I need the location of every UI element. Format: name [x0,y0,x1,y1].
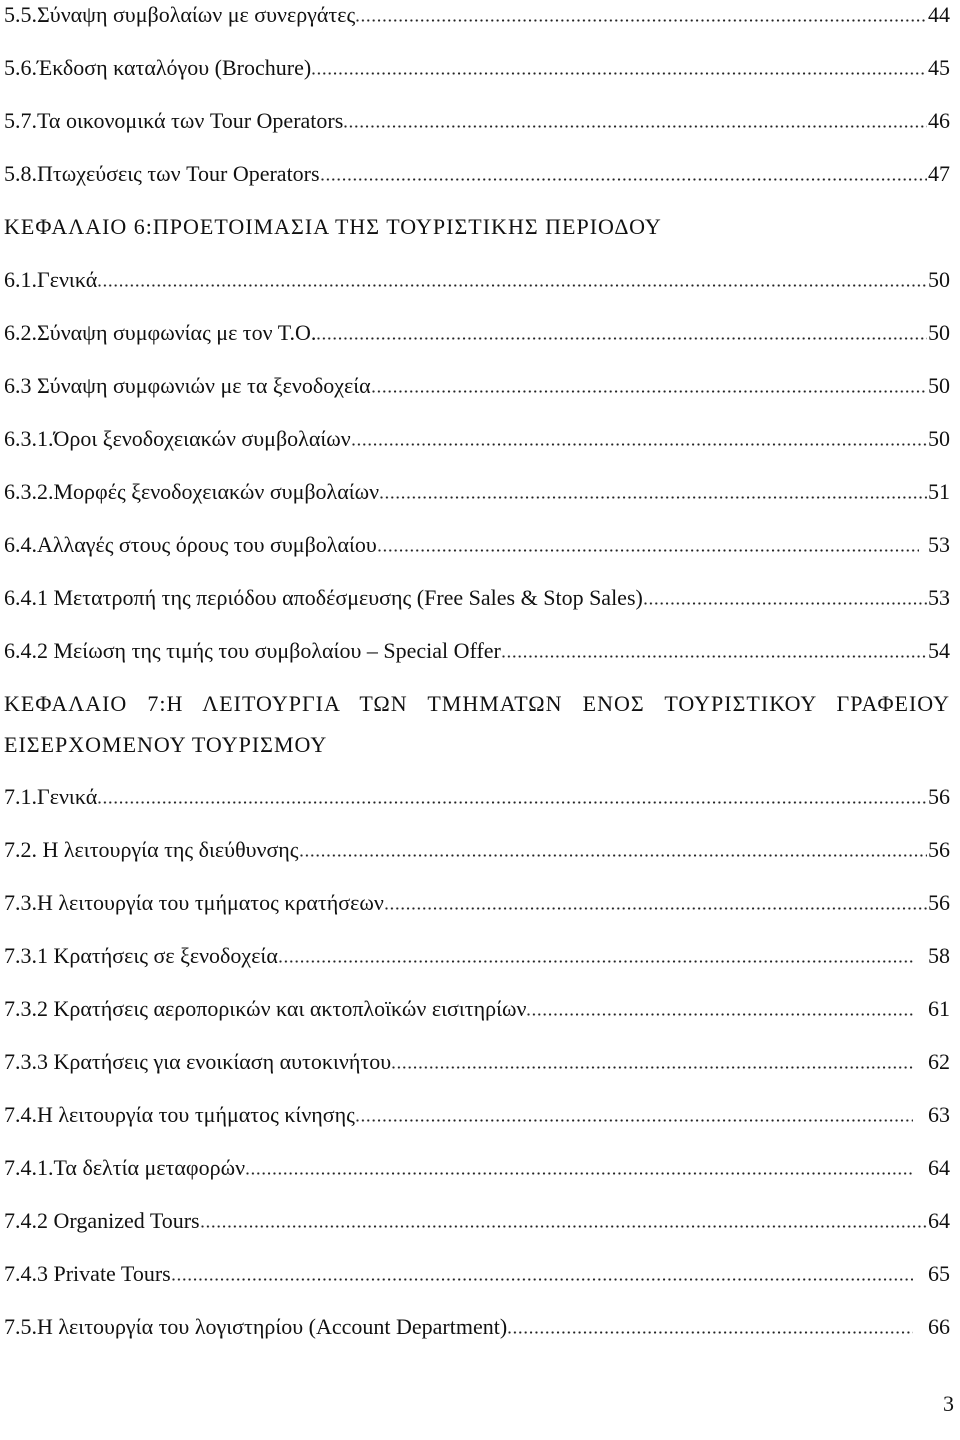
toc-entry-title: 7.1.Γενικά [4,784,98,809]
toc-entry-title: 6.2.Σύναψη συμφωνίας με τον Τ.Ο. [4,320,317,345]
dot-leader [98,801,927,804]
toc-entry-page: 61 [928,996,950,1021]
toc-entry [4,0,950,41]
toc-entry-page: 56 [928,890,950,915]
dot-leader [344,125,927,128]
dot-leader [508,1331,913,1334]
toc-entry-title: 7.4.1.Τα δελτία μεταφορών [4,1155,246,1180]
toc-entry [4,624,950,677]
toc-entry [4,1194,950,1247]
toc-entry-page: 51 [928,479,950,504]
toc-entry-page: 65 [928,1261,950,1286]
toc-entry-title: 6.3.2.Μορφές ξενοδοχειακών συμβολαίων [4,479,380,504]
toc-entry-page: 56 [928,784,950,809]
toc-entry-title: 5.5.Σύναψη συμβολαίων με συνεργάτες [4,2,356,27]
toc-entry [4,876,950,929]
chapter-heading: ΚΕΦΑΛΑΙΟ 6:ΠΡΟΕΤΟΙΜΑΣΙΑ ΤΗΣ ΤΟΥΡΙΣΤΙΚΗΣ ΠΕΡΙΟΔΟΥ [4,214,662,239]
toc-entry-page: 47 [928,161,950,186]
toc-entry-title: 7.3.1 Κρατήσεις σε ξενοδοχεία [4,943,278,968]
toc-entry-page: 53 [928,585,950,610]
toc-entry [4,359,950,412]
dot-leader [317,337,927,340]
toc-entry-page: 50 [928,320,950,345]
toc-entry-title: 6.4.2 Μείωση της τιμής του συμβολαίου – Special Offer [4,638,501,663]
toc-entry-title: 7.4.3 Private Tours [4,1261,171,1286]
toc-entry-title: 7.4.2 Organized Tours [4,1208,200,1233]
toc-entry [4,465,950,518]
toc-entry-page: 64 [928,1155,950,1180]
toc-entry [4,306,950,359]
dot-leader [356,19,927,22]
dot-leader [392,1066,913,1069]
toc-entry-page: 44 [928,2,950,27]
toc-entry-title: 7.3.3 Κρατήσεις για ενοικίαση αυτοκινήτου [4,1049,392,1074]
dot-leader [321,178,927,181]
dot-leader [502,655,927,658]
toc-entry [4,147,950,200]
toc-entry-page: 58 [928,943,950,968]
toc-entry [4,823,950,876]
dot-leader [385,907,927,910]
toc-entry [4,412,950,465]
toc-entry-page: 50 [928,267,950,292]
toc-entry-title: 5.8.Πτωχεύσεις των Tour Operators [4,161,320,186]
table-of-contents [4,0,950,1353]
toc-entry-page: 45 [928,55,950,80]
toc-entry [4,929,950,982]
toc-entry-title: 6.4.1 Μετατροπή της περιόδου αποδέσμευσης (Free Sales & Stop Sales) [4,585,643,610]
toc-entry-page: 53 [928,532,950,557]
toc-entry [4,1300,950,1353]
dot-leader [98,284,927,287]
toc-entry [4,41,950,94]
toc-entry-title: 7.5.Η λειτουργία του λογιστηρίου (Account Department) [4,1314,508,1339]
dot-leader [380,496,927,499]
dot-leader [372,390,927,393]
dot-leader [356,1119,913,1122]
dot-leader [300,854,927,857]
dot-leader [644,602,927,605]
toc-entry [4,1141,950,1194]
toc-entry-title: 6.3 Σύναψη συμφωνιών με τα ξενοδοχεία [4,373,371,398]
toc-entry-title: 6.1.Γενικά [4,267,98,292]
dot-leader [246,1172,913,1175]
toc-entry-title: 7.3.2 Κρατήσεις αεροπορικών και ακτοπλοϊκών εισιτηρίων [4,996,527,1021]
toc-entry [4,253,950,306]
toc-entry [4,982,950,1035]
toc-entry-title: 5.7.Τα οικονομικά των Tour Operators [4,108,344,133]
toc-entry [4,1247,950,1300]
toc-entry [4,770,950,823]
page-number: 3 [943,1391,954,1416]
toc-entry-page: 50 [928,373,950,398]
dot-leader [378,549,919,552]
dot-leader [312,72,927,75]
toc-entry-page: 64 [928,1208,950,1233]
toc-entry-title: 6.4.Αλλαγές στους όρους του συμβολαίου [4,532,377,557]
toc-entry-page: 56 [928,837,950,862]
dot-leader [527,1013,913,1016]
toc-entry-page: 66 [928,1314,950,1339]
toc-entry-title: 5.6.Έκδοση καταλόγου (Brochure) [4,55,312,80]
toc-entry [4,94,950,147]
toc-entry [4,1035,950,1088]
toc-entry [4,518,950,571]
toc-entry-title: 7.2. Η λειτουργία της διεύθυνσης [4,837,299,862]
chapter-heading: ΚΕΦΑΛΑΙΟ 7:Η ΛΕΙΤΟΥΡΓΙΑ ΤΩΝ ΤΜΗΜΑΤΩΝ ΕΝΟΣ ΤΟΥΡΙΣΤΙΚΟΥ ΓΡΑΦΕΙΟΥ ΕΙΣΕΡΧΟΜΕΝΟΥ ΤΟΥΡΙΣΜΟΥ [4,691,950,757]
toc-entry-page: 50 [928,426,950,451]
dot-leader [352,443,927,446]
toc-entry-page: 62 [928,1049,950,1074]
dot-leader [172,1278,913,1281]
toc-entry [4,1088,950,1141]
toc-entry-page: 54 [928,638,950,663]
toc-entry-title: 7.3.Η λειτουργία του τμήματος κρατήσεων [4,890,384,915]
toc-entry [4,571,950,624]
toc-entry-page: 46 [928,108,950,133]
dot-leader [201,1225,927,1228]
toc-entry-page: 63 [928,1102,950,1127]
toc-entry-title: 6.3.1.Όροι ξενοδοχειακών συμβολαίων [4,426,351,451]
dot-leader [279,960,913,963]
toc-entry-title: 7.4.Η λειτουργία του τμήματος κίνησης [4,1102,355,1127]
